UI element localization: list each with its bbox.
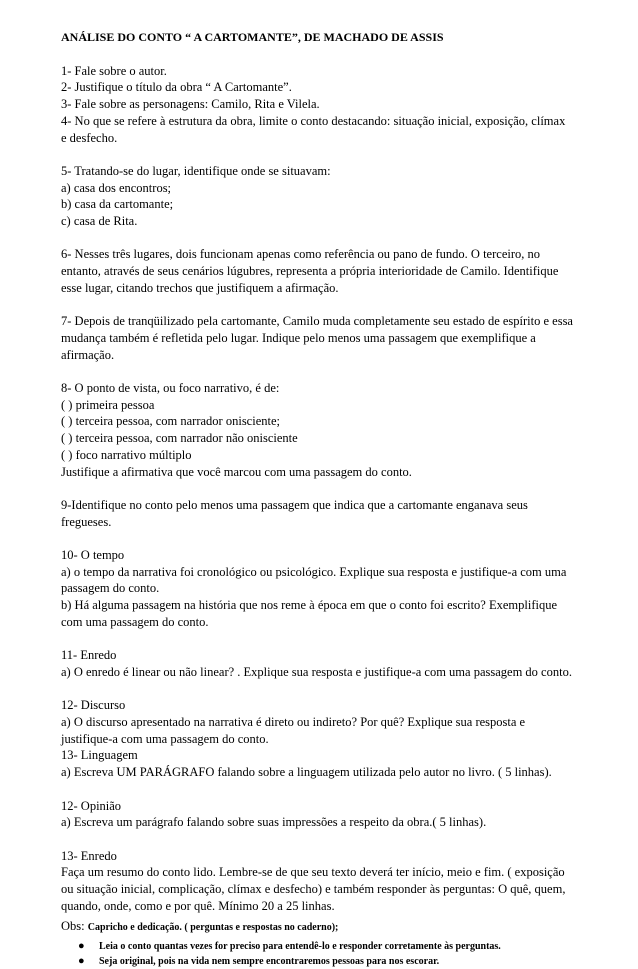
- document-title: ANÁLISE DO CONTO “ A CARTOMANTE”, DE MACHADO DE ASSIS: [61, 30, 444, 44]
- question-line: entanto, através de seus cenários lúgubres, representa a própria interioridade de Camilo. Identifique: [61, 264, 559, 279]
- question-line: 13- Linguagem: [61, 748, 138, 763]
- observations: [61, 918, 598, 937]
- obs-bullet-text: Seja original, pois na vida nem sempre encontraremos pessoas para nos escorar.: [99, 956, 440, 968]
- question-block: [61, 380, 598, 480]
- question-line: ou situação inicial, complicação, clímax e desfecho) e também responder às perguntas: O quê, quem,: [61, 882, 566, 896]
- question-line: 1- Fale sobre o autor.: [61, 63, 167, 78]
- question-line: afirmação.: [61, 347, 115, 362]
- question-line: 12- Opinião: [61, 798, 122, 813]
- question-list: [61, 63, 598, 915]
- question-line: 4- No que se refere à estrutura da obra, limite o conto destacando: situação inicial, exposição, clímax: [61, 113, 566, 128]
- bullet-icon: ●: [78, 940, 85, 953]
- question-line: a) O enredo é linear ou não linear? . Explique sua resposta e justifique-a com uma passagem do conto.: [61, 664, 572, 679]
- question-line: 3- Fale sobre as personagens: Camilo, Rita e Vilela.: [61, 97, 320, 112]
- question-block: [61, 697, 598, 781]
- bullet-icon: ●: [78, 955, 85, 968]
- question-line: quando, onde, como e por quê. Mínimo 20 a 25 linhas.: [61, 898, 335, 913]
- question-block: [61, 246, 598, 296]
- question-line: 6- Nesses três lugares, dois funcionam apenas como referência ou pano de fundo. O terceiro, no: [61, 247, 540, 262]
- question-block: [61, 547, 598, 631]
- question-block: [61, 497, 598, 530]
- obs-bullet-item: [61, 939, 598, 954]
- question-line: passagem do conto.: [61, 581, 160, 596]
- question-block: [61, 313, 598, 363]
- question-block: [61, 848, 598, 915]
- question-line: Faça um resumo do conto lido. Lembre-se de que seu texto deverá ter início, meio e fim. ( exposição: [61, 865, 565, 880]
- question-block: [61, 647, 598, 680]
- obs-bullet-list: [61, 939, 598, 969]
- question-line: 13- Enredo: [61, 848, 117, 863]
- obs-bullet-text: Leia o conto quantas vezes for preciso para entendê-lo e responder corretamente às perguntas.: [99, 941, 501, 953]
- question-line: 9-Identifique no conto pelo menos uma passagem que indica que a cartomante enganava seus: [61, 497, 528, 512]
- question-line: com uma passagem do conto.: [61, 614, 209, 629]
- question-line: a) Escreva um parágrafo falando sobre suas impressões a respeito da obra.( 5 linhas).: [61, 815, 487, 830]
- question-line: 5- Tratando-se do lugar, identifique onde se situavam:: [61, 163, 331, 178]
- question-line: e desfecho.: [61, 130, 118, 145]
- question-block: [61, 798, 598, 831]
- question-line: ( ) primeira pessoa: [61, 397, 155, 412]
- question-line: 10- O tempo: [61, 548, 125, 562]
- question-line: a) O discurso apresentado na narrativa é direto ou indireto? Por quê? Explique sua resposta e: [61, 715, 526, 729]
- question-line: ( ) foco narrativo múltiplo: [61, 447, 192, 462]
- question-line: a) casa dos encontros;: [61, 180, 172, 195]
- question-line: 11- Enredo: [61, 648, 117, 663]
- question-line: fregueses.: [61, 514, 112, 529]
- question-line: a) Escreva UM PARÁGRAFO falando sobre a linguagem utilizada pelo autor no livro. ( 5 linhas).: [61, 765, 552, 780]
- obs-note: Capricho e dedicação. ( perguntas e respostas no caderno);: [87, 922, 339, 934]
- obs-bullet-item: [61, 954, 598, 969]
- question-line: ( ) terceira pessoa, com narrador onisciente;: [61, 414, 280, 429]
- question-line: c) casa de Rita.: [61, 214, 138, 229]
- question-block: [61, 63, 598, 147]
- question-line: b) casa da cartomante;: [61, 197, 174, 212]
- question-line: justifique-a com uma passagem do conto.: [61, 731, 269, 746]
- question-line: esse lugar, citando trechos que justifiquem a afirmação.: [61, 280, 339, 295]
- question-line: a) o tempo da narrativa foi cronológico ou psicológico. Explique sua resposta e justifique-a com uma: [61, 564, 567, 579]
- question-line: ( ) terceira pessoa, com narrador não onisciente: [61, 431, 298, 446]
- question-line: mudança também é refletida pelo lugar. Indique pelo menos uma passagem que exemplifique a: [61, 330, 536, 345]
- obs-label: Obs:: [61, 919, 85, 934]
- question-line: Justifique a afirmativa que você marcou com uma passagem do conto.: [61, 464, 412, 479]
- question-line: 7- Depois de tranqüilizado pela cartomante, Camilo muda completamente seu estado de espírito e essa: [61, 314, 573, 329]
- question-line: b) Há alguma passagem na história que nos reme à época em que o conto foi escrito? Exemplifique: [61, 598, 558, 613]
- question-line: 2- Justifique o título da obra “ A Cartomante”.: [61, 80, 292, 95]
- question-line: 8- O ponto de vista, ou foco narrativo, é de:: [61, 381, 280, 395]
- question-line: 12- Discurso: [61, 698, 126, 713]
- question-block: [61, 163, 598, 230]
